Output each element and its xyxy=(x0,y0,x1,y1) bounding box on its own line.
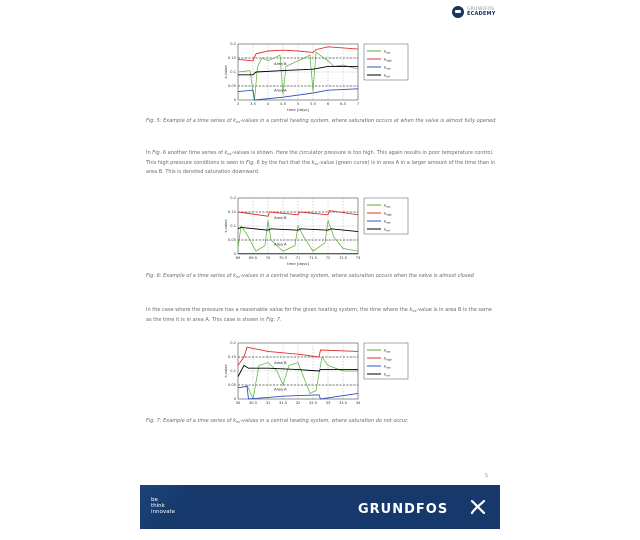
svg-text:Area A: Area A xyxy=(274,87,287,93)
svg-text:time [days]: time [days] xyxy=(287,107,309,112)
svg-text:72.5: 72.5 xyxy=(338,256,348,260)
svg-text:time [days]: time [days] xyxy=(287,261,309,266)
svg-text:33: 33 xyxy=(325,401,331,405)
svg-text:Area B: Area B xyxy=(274,360,287,365)
svg-text:Area A: Area A xyxy=(274,241,287,247)
svg-text:0.15: 0.15 xyxy=(227,210,236,215)
svg-text:khigh: $k_{high}$ xyxy=(384,211,392,217)
svg-text:6.5: 6.5 xyxy=(340,102,346,106)
svg-text:7: 7 xyxy=(356,102,360,106)
svg-text:0.1: 0.1 xyxy=(230,224,236,229)
svg-text:4.5: 4.5 xyxy=(280,102,286,106)
svg-text:0.05: 0.05 xyxy=(227,383,236,388)
grundfos-ecademy-logo xyxy=(452,6,496,18)
figure-5-caption: Fig. 5: Example of a time series of $k_{ex}$-values in a central heating system, where saturation occurs at when the valve is almost fully opened xyxy=(146,118,496,124)
svg-text:34: 34 xyxy=(355,401,361,405)
footer-banner xyxy=(140,485,500,529)
tagline: be think innovate xyxy=(151,497,176,515)
svg-text:0: 0 xyxy=(233,397,236,402)
logo-line1: GRUNDFOS xyxy=(467,7,495,12)
svg-text:71: 71 xyxy=(295,256,301,260)
svg-text:69.5: 69.5 xyxy=(248,256,258,260)
figure-7-caption: Fig. 7: Example of a time series of $k_{ex}$-values in a central heating system, where saturation do not occur. xyxy=(146,418,409,424)
svg-text:70: 70 xyxy=(265,256,271,260)
svg-text:Area B: Area B xyxy=(274,215,287,220)
svg-text:Area A: Area A xyxy=(274,386,287,392)
svg-text:6: 6 xyxy=(326,102,330,106)
svg-text:k-value: k-value xyxy=(224,364,228,378)
svg-text:khigh: $k_{high}$ xyxy=(384,356,392,362)
svg-text:Area B: Area B xyxy=(274,61,287,66)
svg-text:0.15: 0.15 xyxy=(227,355,236,360)
svg-text:0: 0 xyxy=(233,252,236,257)
svg-text:71.5: 71.5 xyxy=(308,256,318,260)
svg-text:0.05: 0.05 xyxy=(227,84,236,89)
svg-text:4: 4 xyxy=(266,102,270,106)
grundfos-brand: GRUNDFOS xyxy=(358,502,449,517)
svg-text:kref: $k_{ref}$ xyxy=(384,227,390,233)
paragraph-2: In the case where the pressure has a reasonable value for the given heating system, the time where the $k_{ex}$-value is in area B is the same as the time it is in area A. This case is shown in Fig. 7. xyxy=(146,307,492,323)
logo-line2: ECADEMY xyxy=(467,11,496,17)
svg-text:k-value: k-value xyxy=(224,65,228,79)
svg-text:ksys: $k_{sys}$ xyxy=(384,49,391,55)
svg-text:ksys: $k_{sys}$ xyxy=(384,348,391,354)
paragraph-1: In Fig. 6 another time series of $k_{ex}$-values is shown. Here the circulator pressure is too high. This again results in poor temperature control. This high pressure conditions is seen in Fig. 6 by the fact that the $k_{ex}$-value (green curve) is in area A in a larger amount of the time than in area B. This is denoted saturation downward. xyxy=(146,150,496,176)
svg-text:klow: $k_{low}$ xyxy=(384,364,391,370)
svg-text:5: 5 xyxy=(296,102,300,106)
svg-text:0.1: 0.1 xyxy=(230,70,236,75)
svg-text:33.5: 33.5 xyxy=(338,401,348,405)
svg-text:31: 31 xyxy=(265,401,271,405)
svg-text:31.5: 31.5 xyxy=(278,401,288,405)
page-number: 5 xyxy=(485,474,488,479)
figure-6-chart xyxy=(222,192,422,267)
svg-text:klow: $k_{low}$ xyxy=(384,219,391,225)
svg-text:3.5: 3.5 xyxy=(250,102,256,106)
figure-6-caption: Fig. 6: Example of a time series of $k_{ex}$-values in a central heating system, where saturation occurs when the valve is almost closed xyxy=(146,273,474,279)
svg-text:0.2: 0.2 xyxy=(230,196,236,201)
svg-text:kref: $k_{ref}$ xyxy=(384,372,390,378)
svg-text:32.5: 32.5 xyxy=(308,401,318,405)
svg-text:kref: $k_{ref}$ xyxy=(384,73,390,79)
svg-text:k-value: k-value xyxy=(224,219,228,233)
figure-5-chart xyxy=(222,38,422,113)
svg-text:0.15: 0.15 xyxy=(227,56,236,61)
svg-text:32: 32 xyxy=(295,401,301,405)
svg-text:0.2: 0.2 xyxy=(230,341,236,346)
graduation-cap-icon xyxy=(452,6,464,18)
svg-text:30.5: 30.5 xyxy=(248,401,258,405)
svg-text:0.1: 0.1 xyxy=(230,369,236,374)
svg-text:72: 72 xyxy=(325,256,331,260)
grundfos-x-icon xyxy=(470,499,486,515)
svg-text:30: 30 xyxy=(235,401,241,405)
svg-text:73: 73 xyxy=(355,256,361,260)
svg-text:ksys: $k_{sys}$ xyxy=(384,203,391,209)
svg-text:3: 3 xyxy=(236,102,240,106)
svg-text:70.5: 70.5 xyxy=(278,256,288,260)
svg-text:0.05: 0.05 xyxy=(227,238,236,243)
svg-text:5.5: 5.5 xyxy=(310,102,316,106)
figure-7-chart xyxy=(222,337,422,412)
svg-text:khigh: $k_{high}$ xyxy=(384,57,392,63)
svg-text:69: 69 xyxy=(235,256,241,260)
svg-text:0: 0 xyxy=(233,98,236,103)
svg-text:0.2: 0.2 xyxy=(230,42,236,47)
svg-text:klow: $k_{low}$ xyxy=(384,65,391,71)
